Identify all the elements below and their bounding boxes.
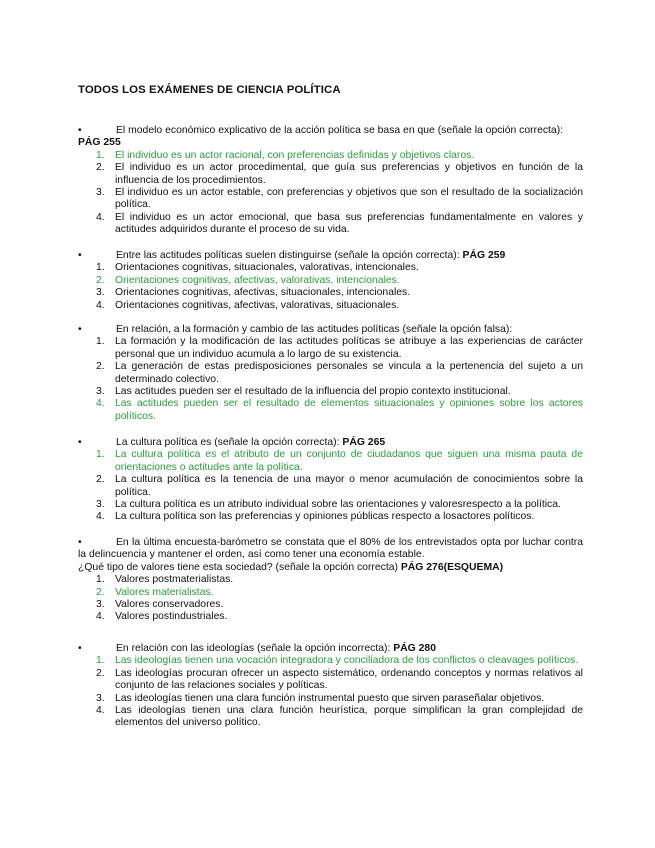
option-1: 1. El individuo es un actor racional, con preferencias definidas y objetivos claros. [96,149,475,161]
option-2: 2. La generación de estas predisposiciones personales se vincula a la pertenencia del sujeto a un determinado colectivo. [96,361,583,385]
option-text: Orientaciones cognitivas, afectivas, valorativas, intencionales. [115,274,400,286]
question-stem [78,125,583,150]
bullet: • [78,643,82,654]
option-text: El individuo es un actor procedimental, que guía sus preferencias y objetivos en función de la influencia de los procedimientos. [115,162,583,186]
question-stem [78,250,583,262]
option-text: Las ideologías procuran ofrecer un aspecto sistemático, ordenando conceptos y normas relativos al conjunto de las relaciones sociales y políticas. [115,667,583,692]
question-text: En relación con las ideologías (señale la opción incorrecta): [116,643,391,654]
question-text: Entre las actitudes políticas suelen distinguirse (señale la opción correcta): [116,250,460,261]
option-2: 2. Valores materialistas. [96,586,214,598]
question-text: El modelo económico explicativo de la acción política se basa en que (señale la opción correcta): [116,125,564,136]
option-1: 1. Orientaciones cognitivas, situacionales, valorativas, intencionales. [96,262,419,274]
option-text: Las actitudes pueden ser el resultado de elementos situacionales y opiniones sobre los actores políticos. [115,398,583,422]
bullet: • [78,250,82,261]
question-6 [78,643,583,730]
option-2: 2. Las ideologías procuran ofrecer un aspecto sistemático, ordenando conceptos y normas relativos al conjunto de las relaciones sociales y políticas. [96,667,583,692]
bullet: • [78,437,82,448]
page-reference: PÁG 255 [78,137,121,149]
option-3: 3. El individuo es un actor estable, con preferencias y objetivos que son el resultado de la socialización política. [96,187,583,211]
option-1: 1. La cultura política es el atributo de un conjunto de ciudadanos que siguen una misma pauta de orientaciones o actitudes ante la política. [96,449,583,473]
option-3: 3. Las ideologías tienen una clara función instrumental puesto que sirven paraseñalar objetivos. [96,692,545,704]
option-text: Orientaciones cognitivas, situacionales, valorativas, intencionales. [115,262,419,274]
question-text: En la última encuesta-barómetro se constata que el 80% de los entrevistados opta por luchar contra la delincuencia y mantener el orden, así como tener una economía estable. [78,537,583,561]
question-stem [78,643,583,655]
option-text: Orientaciones cognitivas, afectivas, valorativas, situacionales. [115,299,400,311]
option-1: 1. Valores postmaterialistas. [96,574,234,586]
option-1: 1. La formación y la modificación de las actitudes políticas se atribuye a las experiencias de carácter personal que un individuo acumula a lo largo de su existencia. [96,336,583,360]
options-list [78,449,583,523]
option-text: Las ideologías tienen una clara función heurística, porque simplifican la gran complejidad de elementos del universo político. [115,705,583,729]
question-1 [78,125,583,237]
option-2: 2. El individuo es un actor procedimental, que guía sus preferencias y objetivos en función de la influencia de los procedimientos. [96,162,583,186]
question-stem [78,537,583,574]
option-text: Orientaciones cognitivas, afectivas, situacionales, intencionales. [115,287,411,299]
option-text: La cultura política son las preferencias y opiniones públicas respecto a losactores políticos. [115,511,535,523]
page-reference: PÁG 259 [462,250,506,261]
option-text: Las ideologías tienen una vocación integradora y conciliadora de los conflictos o cleavages políticos. [115,655,579,667]
option-text: La cultura política es un atributo individual sobre las orientaciones y valoresrespecto a la política. [115,499,561,511]
option-text: Valores postmaterialistas. [115,574,234,586]
option-text: La cultura política es la tenencia de una mayor o menor acumulación de conocimientos sobre la política. [115,474,583,498]
options-list [78,574,583,624]
question-4 [78,437,583,524]
option-2: 2. Orientaciones cognitivas, afectivas, valorativas, intencionales. [96,274,400,286]
document-title: TODOS LOS EXÁMENES DE CIENCIA POLÍTICA [78,84,341,96]
option-3: 3. La cultura política es un atributo individual sobre las orientaciones y valoresrespecto a la política. [96,499,561,511]
option-1: 1. Las ideologías tienen una vocación integradora y conciliadora de los conflictos o cleavages políticos. [96,655,579,667]
page-reference: PÁG 276(ESQUEMA) [400,561,504,573]
option-text: La formación y la modificación de las actitudes políticas se atribuye a las experiencias de carácter personal que un individuo acumula a lo largo de su existencia. [115,336,583,360]
option-text: El individuo es un actor emocional, que basa sus preferencias fundamentalmente en valores y actitudes adquiridos durante el proceso de su vida. [115,211,583,236]
options-list [78,150,583,237]
options-list [78,262,583,312]
option-4: 4. Orientaciones cognitivas, afectivas, valorativas, situacionales. [96,299,400,311]
question-5 [78,537,583,624]
option-3: 3. Valores conservadores. [96,599,224,611]
question-stem [78,437,583,449]
question-subtext: ¿Qué tipo de valores tiene esta sociedad? (señale la opción correcta) PÁG 276(ESQUEMA) [78,561,504,573]
page-reference: PÁG 280 [393,643,436,654]
option-text: La cultura política es el atributo de un conjunto de ciudadanos que siguen una misma pauta de orientaciones o actitudes ante la política. [115,449,583,473]
bullet: • [78,537,82,548]
option-4: 4. Las actitudes pueden ser el resultado de elementos situacionales y opiniones sobre los actores políticos. [96,398,583,422]
options-list [78,655,583,729]
question-3 [78,324,583,423]
option-text: Valores conservadores. [115,599,224,611]
bullet: • [78,324,82,335]
option-2: 2. La cultura política es la tenencia de una mayor o menor acumulación de conocimientos sobre la política. [96,474,583,498]
option-text: Valores materialistas. [115,586,214,598]
option-text: La generación de estas predisposiciones personales se vincula a la pertenencia del sujeto a un determinado colectivo. [115,361,583,385]
question-2 [78,250,583,312]
option-text: El individuo es un actor racional, con preferencias definidas y objetivos claros. [115,149,475,161]
option-text: Las ideologías tienen una clara función instrumental puesto que sirven paraseñalar objetivos. [115,692,545,704]
option-text: Valores postindustriales. [115,611,228,623]
question-text: La cultura política es (señale la opción correcta): [116,437,340,448]
option-4: 4. Valores postindustriales. [96,611,228,623]
option-4: 4. Las ideologías tienen una clara función heurística, porque simplifican la gran complejidad de elementos del universo político. [96,705,583,729]
question-text: En relación, a la formación y cambio de las actitudes políticas (señale la opción falsa): [116,324,513,335]
option-3: 3. Orientaciones cognitivas, afectivas, situacionales, intencionales. [96,287,411,299]
option-4: 4. El individuo es un actor emocional, que basa sus preferencias fundamentalmente en valores y actitudes adquiridos durante el proceso de su vida. [96,211,583,236]
bullet: • [78,125,82,136]
option-text: Las actitudes pueden ser el resultado de la influencia del propio contexto institucional. [115,386,511,398]
question-stem [78,324,583,336]
option-text: El individuo es un actor estable, con preferencias y objetivos que son el resultado de la socialización política. [115,187,583,211]
options-list [78,336,583,423]
option-3: 3. Las actitudes pueden ser el resultado de la influencia del propio contexto institucional. [96,386,511,398]
option-4: 4. La cultura política son las preferencias y opiniones públicas respecto a losactores políticos. [96,511,535,523]
page-reference: PÁG 265 [342,437,386,448]
